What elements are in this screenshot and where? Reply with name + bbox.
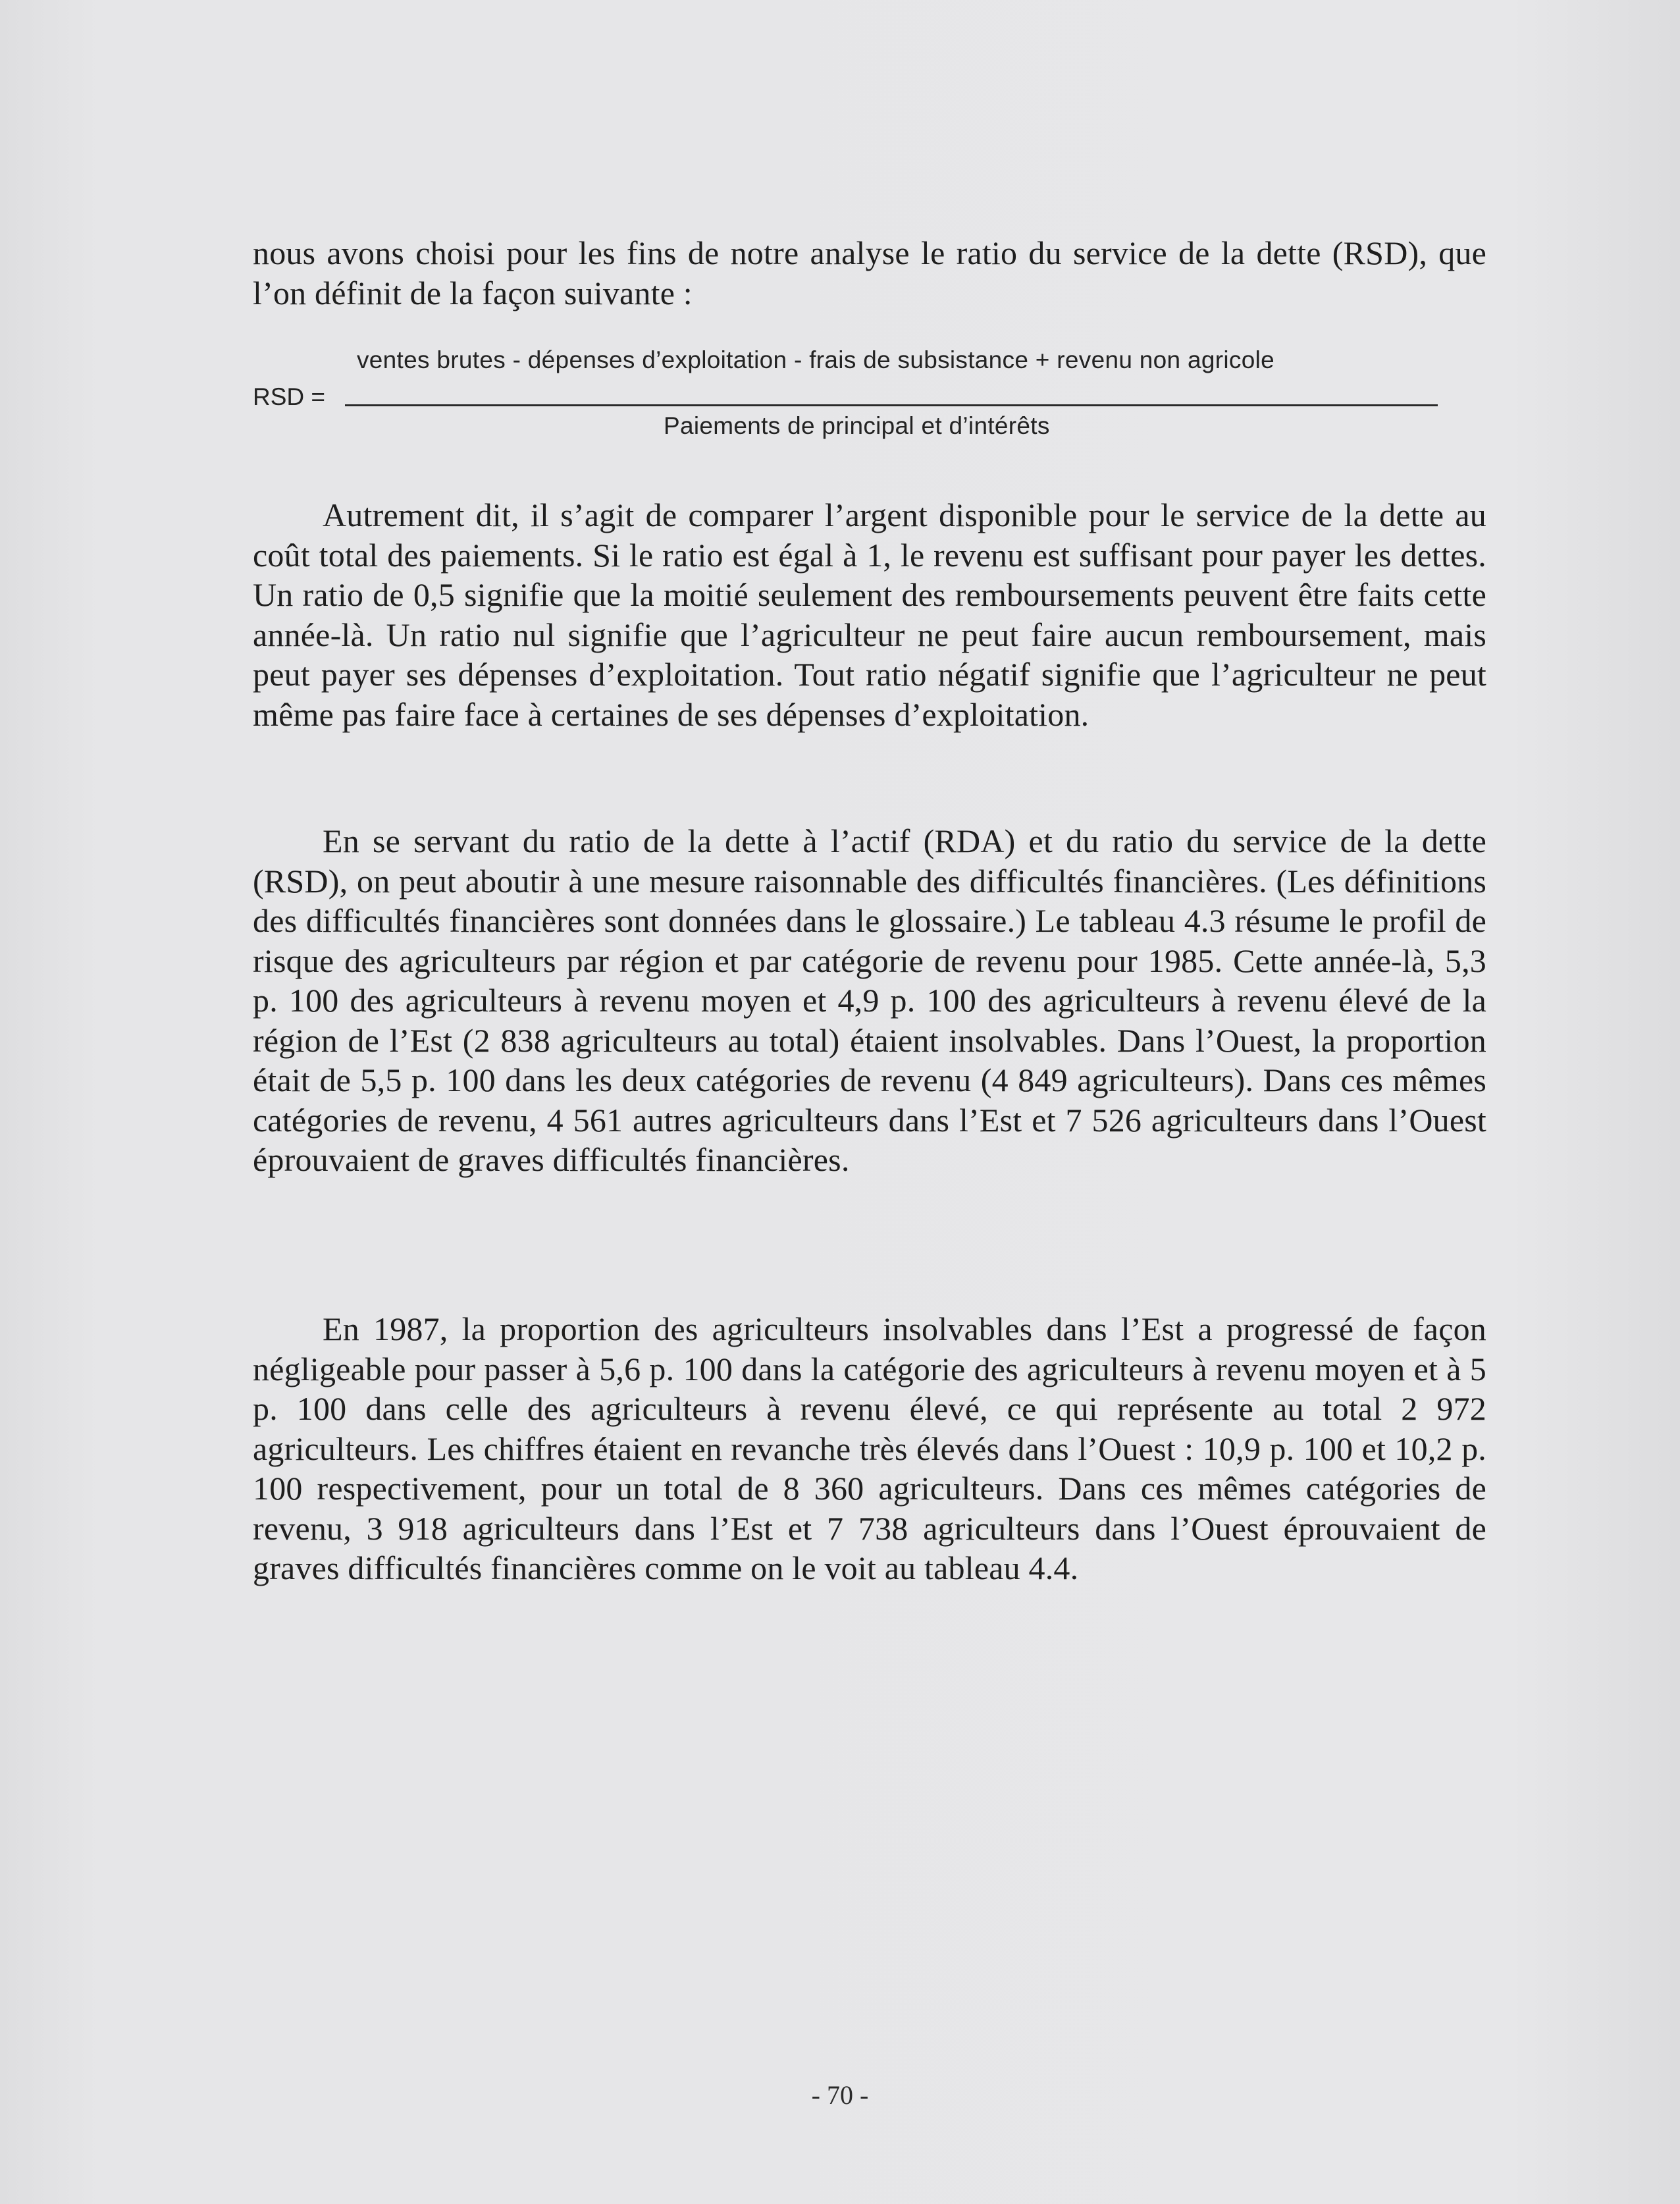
page-number: - 70 -: [811, 2080, 869, 2110]
paragraph-1985-profile: En se servant du ratio de la dette à l’actif (RDA) et du ratio du service de la dette (RSD), on peut aboutir à une mesure raisonnable des difficultés financières. (Les définitions des difficultés financières sont données dans le glossaire.) Le tableau 4.3 résume le profil de risque des agriculteurs par région et par catégorie de revenu pour 1985. Cette année-là, 5,3 p. 100 des agriculteurs à revenu moyen et 4,9 p. 100 des agriculteurs à revenu élevé de la région de l’Est (2 838 agriculteurs au total) étaient insolvables. Dans l’Ouest, la proportion était de 5,5 p. 100 dans les deux catégories de revenu (4 849 agriculteurs). Dans ces mêmes catégories de revenu, 4 561 autres agriculteurs dans l’Est et 7 526 agriculteurs dans l’Ouest éprouvaient de graves difficultés financières.: [253, 822, 1486, 1178]
intro-paragraph: nous avons choisi pour les fins de notre analyse le ratio du service de la dette (RSD), que l’on définit de la façon suivante :: [253, 234, 1486, 311]
rsd-formula: [253, 344, 1438, 449]
formula-denominator: Paiements de principal et d’intérêts: [664, 412, 1050, 439]
fraction-bar: [345, 404, 1438, 406]
paragraph-ratio-explanation: Autrement dit, il s’agit de comparer l’argent disponible pour le service de la dette au coût total des paiements. Si le ratio est égal à 1, le revenu est suffisant pour payer les dettes. Un ratio de 0,5 signifie que la moitié seulement des remboursements peuvent être faits cette année-là. Un ratio nul signifie que l’agriculteur ne peut faire aucun remboursement, mais peut payer ses dépenses d’exploitation. Tout ratio négatif signifie que l’agriculteur ne peut même pas faire face à certaines de ses dépenses d’exploitation.: [253, 497, 1486, 733]
formula-lhs: RSD =: [253, 383, 326, 410]
formula-numerator: ventes brutes - dépenses d’exploitation - frais de subsistance + revenu non agricole: [357, 346, 1274, 373]
paragraph-1987-profile: En 1987, la proportion des agriculteurs insolvables dans l’Est a progressé de façon négligeable pour passer à 5,6 p. 100 dans la catégorie des agriculteurs à revenu moyen et à 5 p. 100 dans celle des agriculteurs à revenu élevé, ce qui représente au total 2 972 agriculteurs. Les chiffres étaient en revanche très élevés dans l’Ouest : 10,9 p. 100 et 10,2 p. 100 respectivement, pour un total de 8 360 agriculteurs. Dans ces mêmes catégories de revenu, 3 918 agriculteurs dans l’Est et 7 738 agriculteurs dans l’Ouest éprouvaient de graves difficultés financières comme on le voit au tableau 4.4.: [253, 1310, 1486, 1586]
